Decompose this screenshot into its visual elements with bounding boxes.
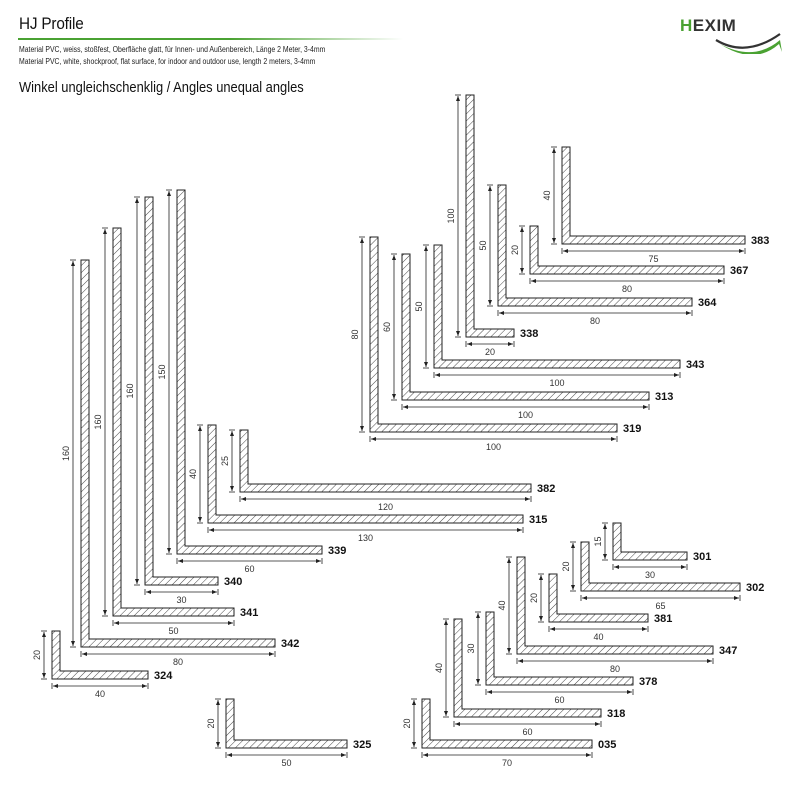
profile-code-label: 347 [719,645,738,657]
angle-profile-shape [517,557,713,654]
height-dimension-label: 30 [466,643,476,654]
angle-profile-shape [208,425,523,523]
profile-code-label: 339 [328,545,347,557]
profile-code-label: 318 [607,708,626,720]
width-dimension-label: 30 [176,595,187,605]
height-dimension-label: 40 [188,468,198,480]
width-dimension-label: 80 [609,664,621,674]
angle-profile-shape [52,631,148,679]
profile-code-label: 341 [240,607,259,619]
height-dimension-label: 20 [510,244,520,256]
height-dimension-label: 60 [382,321,392,333]
width-dimension-label: 65 [655,601,666,611]
profile-383 [542,147,769,264]
profile-341 [93,228,258,636]
height-dimension-label: 50 [414,301,424,312]
width-dimension-label: 80 [621,284,633,294]
profile-378 [466,612,657,705]
width-dimension-label: 60 [522,727,533,737]
height-dimension-label: 20 [529,592,539,604]
angle-profile-shape [454,619,604,717]
height-dimension-label: 20 [206,718,216,729]
width-dimension-label: 50 [281,758,292,768]
section-title: Winkel ungleichschenklig / Angles unequal angles [19,79,304,96]
height-dimension-label: 150 [157,364,167,380]
width-dimension-label: 70 [501,758,513,768]
height-dimension-label: 20 [402,718,412,729]
description-english: Material PVC, white, shockproof, flat surface, for indoor and outdoor use, length 2 meters, 3-4mm [19,57,316,66]
height-dimension-label: 100 [446,208,456,224]
angle-profile-shape [613,523,687,560]
profile-code-label: 378 [639,676,658,688]
height-dimension-label: 20 [561,561,571,572]
width-dimension-label: 120 [377,502,394,512]
profile-code-label: 383 [751,235,770,247]
profile-code-label: 315 [529,514,548,526]
height-dimension-label: 40 [542,190,552,201]
profile-382 [220,430,555,512]
profile-code-label: 319 [623,423,642,435]
profile-code-label: 381 [654,613,673,625]
profile-code-label: 035 [598,739,617,751]
width-dimension-label: 20 [484,347,496,357]
width-dimension-label: 80 [172,657,184,667]
height-dimension-label: 40 [497,600,507,611]
profile-code-label: 382 [537,483,556,495]
page-title: HJ Profile [19,14,84,33]
profile-code-label: 338 [520,328,539,340]
width-dimension-label: 80 [589,316,601,326]
profile-code-label: 367 [730,265,749,277]
profile-code-label: 324 [154,670,173,682]
profile-code-label: 313 [655,391,674,403]
width-dimension-label: 60 [554,695,565,705]
angle-profile-shape [113,228,234,616]
width-dimension-label: 100 [485,442,502,452]
profile-code-label: 343 [686,359,705,371]
height-dimension-label: 15 [593,536,603,547]
width-dimension-label: 100 [517,410,534,420]
height-dimension-label: 40 [434,662,444,674]
width-dimension-label: 75 [648,254,659,264]
width-dimension-label: 60 [244,564,255,574]
width-dimension-label: 50 [168,626,179,636]
height-dimension-label: 25 [220,455,230,467]
width-dimension-label: 30 [644,570,656,580]
angle-profile-shape [498,185,692,306]
width-dimension-label: 40 [94,689,106,699]
width-dimension-label: 130 [357,533,374,543]
profile-301 [593,523,711,580]
profile-code-label: 342 [281,638,300,650]
angle-profile-shape [422,699,592,748]
height-dimension-label: 50 [478,240,488,251]
profile-325 [206,699,371,768]
angle-profile-shape [530,226,724,274]
logo-text: HEXIM [680,16,737,35]
width-dimension-label: 100 [549,378,565,388]
height-dimension-label: 20 [32,649,42,661]
profile-code-label: 302 [746,582,765,594]
height-dimension-label: 160 [125,383,135,399]
profile-code-label: 340 [224,576,243,588]
angle-profile-shape [226,699,347,748]
profile-code-label: 301 [693,551,712,563]
height-dimension-label: 80 [350,329,360,340]
profile-code-label: 325 [353,739,372,751]
profile-code-label: 364 [698,297,717,309]
height-dimension-label: 160 [61,445,71,462]
height-dimension-label: 160 [93,414,103,430]
width-dimension-label: 40 [593,632,604,642]
description-german: Material PVC, weiss, stoßfest, Oberfläche glatt, für Innen- und Außenbereich, Länge 2 Meter, 3-4mm [19,45,326,54]
angle-profile-shape [562,147,745,244]
